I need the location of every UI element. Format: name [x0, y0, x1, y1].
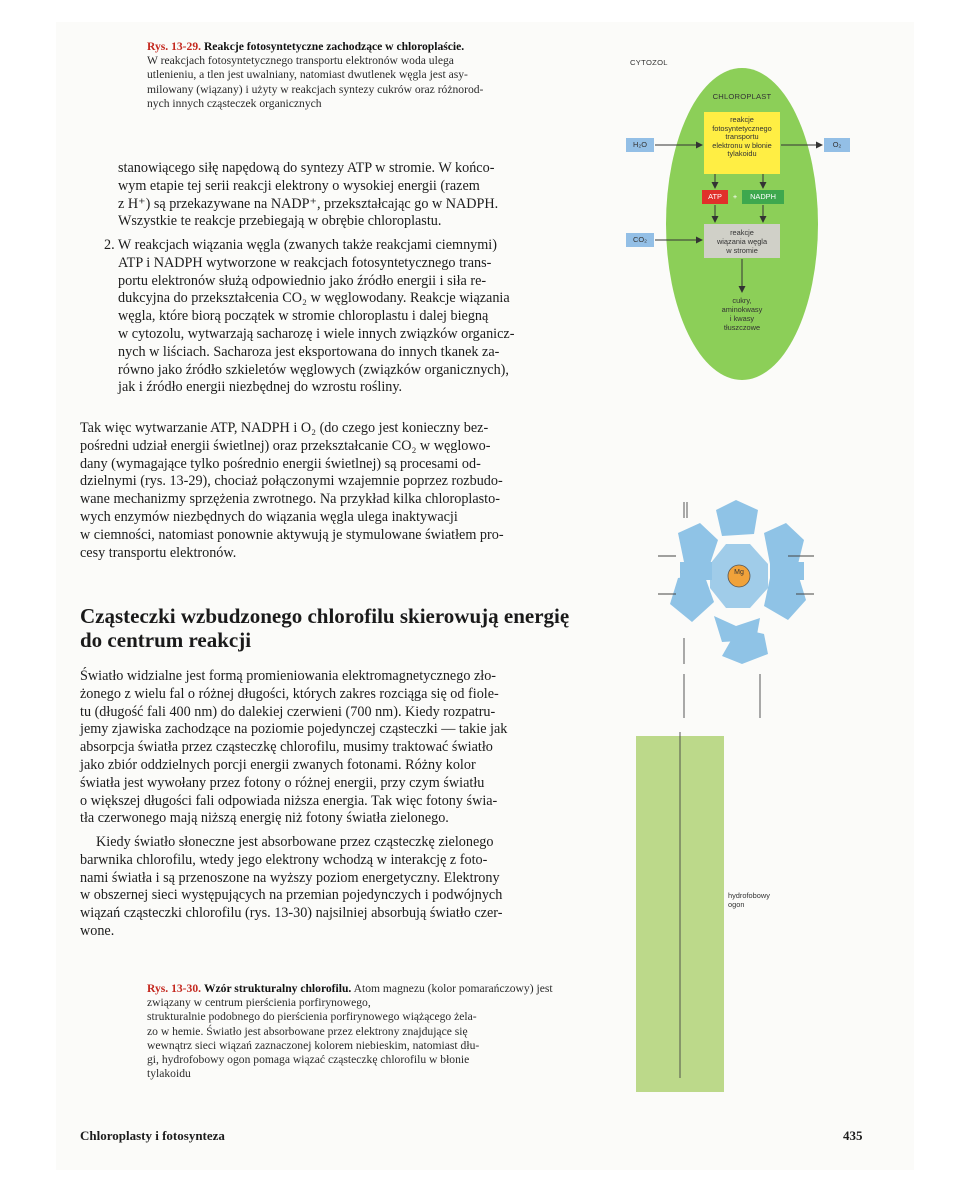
section-heading — [80, 604, 600, 652]
tail-label-line: ogon — [728, 900, 745, 909]
product-line: aminokwasy — [721, 305, 763, 314]
text-line: w cytozolu, wytwarzają sacharozę i wiele innych związków organicz- — [118, 325, 515, 342]
text-line: wych enzymów niezbędnych do wiązania węgla ulega inaktywacji — [80, 508, 458, 525]
co2-label: CO₂ — [626, 233, 654, 247]
caption-line: W reakcjach fotosyntetycznego transportu elektronów woda ulega — [147, 54, 454, 68]
box-line: elektronu w błonie — [712, 140, 772, 150]
body-paragraph-4 — [80, 834, 588, 941]
text-line: wym etapie tej serii reakcji elektrony o wysokiej energii (razem — [118, 177, 480, 194]
box-line: transportu — [725, 132, 759, 141]
box-line: reakcje — [730, 115, 754, 124]
atp-label: ATP — [702, 190, 728, 204]
box-line: wiązania węgla — [716, 237, 768, 246]
hydrophobic-tail-label — [728, 891, 798, 909]
text-line: dukcyjna do przekształcenia CO₂ w węglowodany. Reakcje wiązania — [118, 290, 510, 307]
figure-13-30-caption — [147, 982, 587, 1081]
caption-line: strukturalnie podobnego do pierścienia porfirynowego wiążącego żela- — [147, 1010, 477, 1024]
text-line: Światło widzialne jest formą promieniowania elektromagnetycznego zło- — [80, 668, 497, 684]
text-line: Tak więc wytwarzanie ATP, NADPH i O₂ (do czego jest konieczny bez- — [80, 420, 489, 436]
list-item-2 — [104, 237, 588, 397]
text-line: żonego z wielu fal o różnej długości, których zakres rozciąga się od fiole- — [80, 685, 499, 702]
h2o-label: H₂O — [626, 138, 654, 152]
text-line: jako zbiór oddzielnych porcji energii zwanych fotonami. Różny kolor — [80, 756, 476, 773]
text-line: dzielnymi (rys. 13-29), chociaż połączonymi wzajemnie poprzez rozbudo- — [80, 473, 503, 490]
text-line: światła jest wywołany przez fotony o różnej energii, przy czym światłu — [80, 774, 485, 791]
text-line: tła czerwonego mają niższą energię niż fotony światła zielonego. — [80, 810, 449, 827]
text-line: równo jako źródło szkieletów węglowych (związków organicznych), — [118, 361, 509, 378]
tail-label-line: hydrofobowy — [728, 891, 770, 900]
text-line: cesy transportu elektronów. — [80, 544, 237, 561]
box-line: fotosyntetycznego — [712, 123, 772, 133]
text-line: wone. — [80, 922, 115, 939]
text-line: jak i źródło energii niezbędnej do wzrostu rośliny. — [118, 379, 403, 396]
text-line: z H⁺) są przekazywane na NADP⁺, przekształcając go w NADPH. — [118, 195, 499, 212]
text-line: absorpcja światła przez cząsteczkę chlorofilu, musimy traktować światło — [80, 739, 493, 756]
plus-sign: + — [732, 192, 738, 201]
product-line: i kwasy — [729, 314, 755, 323]
figure-title: Reakcje fotosyntetyczne zachodzące w chloroplaście. — [203, 40, 465, 53]
caption-line: gi, hydrofobowy ogon pomaga wiązać cząsteczkę chlorofilu w błonie — [147, 1053, 470, 1067]
body-paragraph-1 — [118, 160, 588, 231]
caption-line: wewnątrz sieci wiązań zaznaczonej kolorem niebieskim, natomiast dłu- — [147, 1038, 480, 1052]
caption-line: milowany (wiązany) i użyty w reakcjach syntezy cukrów oraz różnorod- — [147, 82, 484, 96]
body-paragraph-3 — [80, 668, 588, 828]
photosynthesis-diagram — [620, 50, 860, 380]
text-line: pośredni udział energii świetlnej) oraz przekształcanie CO₂ w węglowo- — [80, 437, 491, 454]
text-line: 2. W reakcjach wiązania węgla (zwanych także reakcjami ciemnymi) — [104, 237, 497, 253]
text-line: Kiedy światło słoneczne jest absorbowane przez cząsteczkę zielonego — [96, 834, 494, 850]
caption-line: Atom magnezu (kolor pomarańczowy) jest związany w centrum pierścienia porfirynowego, — [147, 982, 553, 1010]
text-line: dany (wymagające tylko pośrednio energii świetlnej) są procesami od- — [80, 455, 481, 472]
text-line: w obszernej sieci występujących na przemian pojedynczych i podwójnych — [80, 887, 503, 904]
text-line: jemy zjawiska zachodzące na poziomie pojedynczej cząsteczki — takie jak — [80, 721, 508, 738]
heading-line: do centrum reakcji — [80, 628, 252, 652]
page-number: 435 — [843, 1128, 863, 1143]
figure-label: Rys. 13-30. — [147, 982, 202, 995]
text-line: portu elektronów służą odpowiednio jako źródło energii i siła re- — [118, 272, 487, 289]
caption-line: utlenieniu, a tlen jest uwalniany, natomiast dwutlenek węgla jest asy- — [147, 68, 468, 82]
text-line: wane mechanizmy sprzężenia zwrotnego. Na przykład kilka chloroplasto- — [80, 491, 500, 508]
text-line: węgla, które biorą początek w stromie chloroplastu i dalej biegną — [118, 308, 489, 325]
chlorophyll-structure — [618, 478, 868, 1098]
text-line: stanowiącego siłę napędową do syntezy ATP w stromie. W końco- — [118, 160, 495, 176]
caption-line: zo w hemie. Światło jest absorbowane przez elektrony znajdujące się — [147, 1024, 468, 1038]
box-line: reakcje — [730, 228, 754, 237]
box-line: tylakoidu — [727, 149, 757, 158]
text-line: tu (długość fali 400 nm) do dalekiej czerwieni (700 nm). Kiedy rozpatru- — [80, 703, 496, 720]
product-line: cukry, — [732, 296, 752, 305]
box-line: w stromie — [726, 246, 758, 255]
o2-label: O₂ — [824, 138, 850, 152]
caption-line: tylakoidu — [147, 1067, 191, 1081]
text-line: ATP i NADPH wytworzone w reakcjach fotosyntetycznego trans- — [118, 254, 492, 271]
text-line: wiązań cząsteczki chlorofilu (rys. 13-30) najsilniej absorbują światło czer- — [80, 905, 503, 922]
chloroplast-label: CHLOROPLAST — [712, 92, 772, 101]
text-line: o większej długości fali odpowiada niższa energia. Tak więc fotony świa- — [80, 792, 498, 809]
diagram-arrows — [620, 50, 860, 380]
body-paragraph-2 — [80, 420, 588, 562]
figure-title: Wzór strukturalny chlorofilu. — [203, 982, 352, 995]
text-line: nych w liściach. Sacharoza jest eksportowana do innych tkanek za- — [118, 343, 500, 360]
text-line: barwnika chlorofilu, wtedy jego elektrony wchodzą w interakcję z foto- — [80, 851, 488, 868]
product-line: tłuszczowe — [723, 323, 761, 332]
text-line: Wszystkie te reakcje przebiegają w obrębie chloroplastu. — [118, 213, 442, 230]
mg-label: Mg — [734, 569, 744, 576]
figure-13-29-caption — [147, 40, 587, 111]
caption-line: nych innych cząsteczek organicznych — [147, 96, 322, 110]
heading-line: Cząsteczki wzbudzonego chlorofilu skierowują energię — [80, 604, 570, 628]
text-line: w ciemności, natomiast ponownie aktywują je stymulowane światłem pro- — [80, 526, 504, 543]
nadph-label: NADPH — [742, 190, 784, 204]
text-line: nami światła i są przenoszone na wyższy poziom energetyczny. Elektrony — [80, 869, 500, 886]
figure-label: Rys. 13-29. — [147, 40, 202, 53]
cytozol-label: CYTOZOL — [630, 58, 668, 67]
footer-section-title: Chloroplasty i fotosynteza — [80, 1128, 225, 1143]
